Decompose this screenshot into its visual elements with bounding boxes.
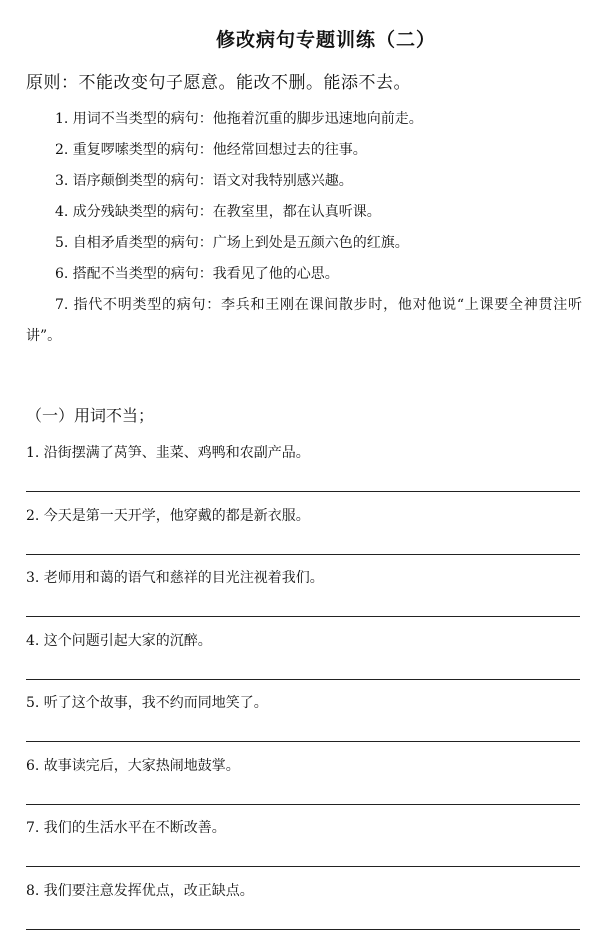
principle-heading: 原则：不能改变句子愿意。能改不删。能添不去。 (26, 73, 411, 93)
exercise-sentence: 8. 我们要注意发挥优点，改正缺点。 (26, 882, 254, 899)
error-type-item: 6. 搭配不当类型的病句：我看见了他的心思。 (55, 266, 339, 282)
exercise-item (26, 439, 580, 502)
error-type-item: 3. 语序颠倒类型的病句：语文对我特别感兴趣。 (55, 173, 353, 189)
page-title: 修改病句专题训练（二） (215, 29, 436, 51)
answer-line[interactable] (26, 804, 580, 805)
error-type-item: 7. 指代不明类型的病句：李兵和王刚在课间散步时，他对他说“上课要全神贯注听讲”。 (26, 297, 582, 344)
error-type-list (26, 104, 582, 352)
exercise-item (26, 689, 580, 752)
answer-line[interactable] (26, 929, 580, 930)
answer-line[interactable] (26, 491, 580, 492)
error-type-item: 5. 自相矛盾类型的病句：广场上到处是五颜六色的红旗。 (55, 235, 409, 251)
exercise-sentence: 5. 听了这个故事，我不约而同地笑了。 (26, 695, 268, 711)
exercise-sentence: 3. 老师用和蔼的语气和慈祥的目光注视着我们。 (26, 570, 324, 586)
answer-line[interactable] (26, 679, 580, 680)
exercise-sentence: 4. 这个问题引起大家的沉醉。 (26, 632, 212, 649)
exercise-item (26, 877, 580, 940)
exercise-list (26, 439, 580, 939)
exercise-sentence: 6. 故事读完后，大家热闹地鼓掌。 (26, 757, 240, 774)
error-type-item: 1. 用词不当类型的病句：他拖着沉重的脚步迅速地向前走。 (55, 111, 423, 127)
error-type-item: 4. 成分残缺类型的病句：在教室里，都在认真听课。 (55, 204, 381, 220)
exercise-sentence: 1. 沿街摆满了莴笋、韭菜、鸡鸭和农副产品。 (26, 445, 310, 461)
answer-line[interactable] (26, 554, 580, 555)
exercise-item (26, 814, 580, 877)
answer-line[interactable] (26, 616, 580, 617)
section-heading: （一）用词不当； (26, 406, 155, 425)
exercise-item (26, 502, 580, 565)
exercise-item (26, 564, 580, 627)
exercise-sentence: 7. 我们的生活水平在不断改善。 (26, 820, 226, 836)
exercise-sentence: 2. 今天是第一天开学，他穿戴的都是新衣服。 (26, 507, 310, 524)
answer-line[interactable] (26, 741, 580, 742)
exercise-item (26, 627, 580, 690)
answer-line[interactable] (26, 866, 580, 867)
error-type-item: 2. 重复啰嗦类型的病句：他经常回想过去的往事。 (55, 142, 367, 158)
exercise-item (26, 752, 580, 815)
